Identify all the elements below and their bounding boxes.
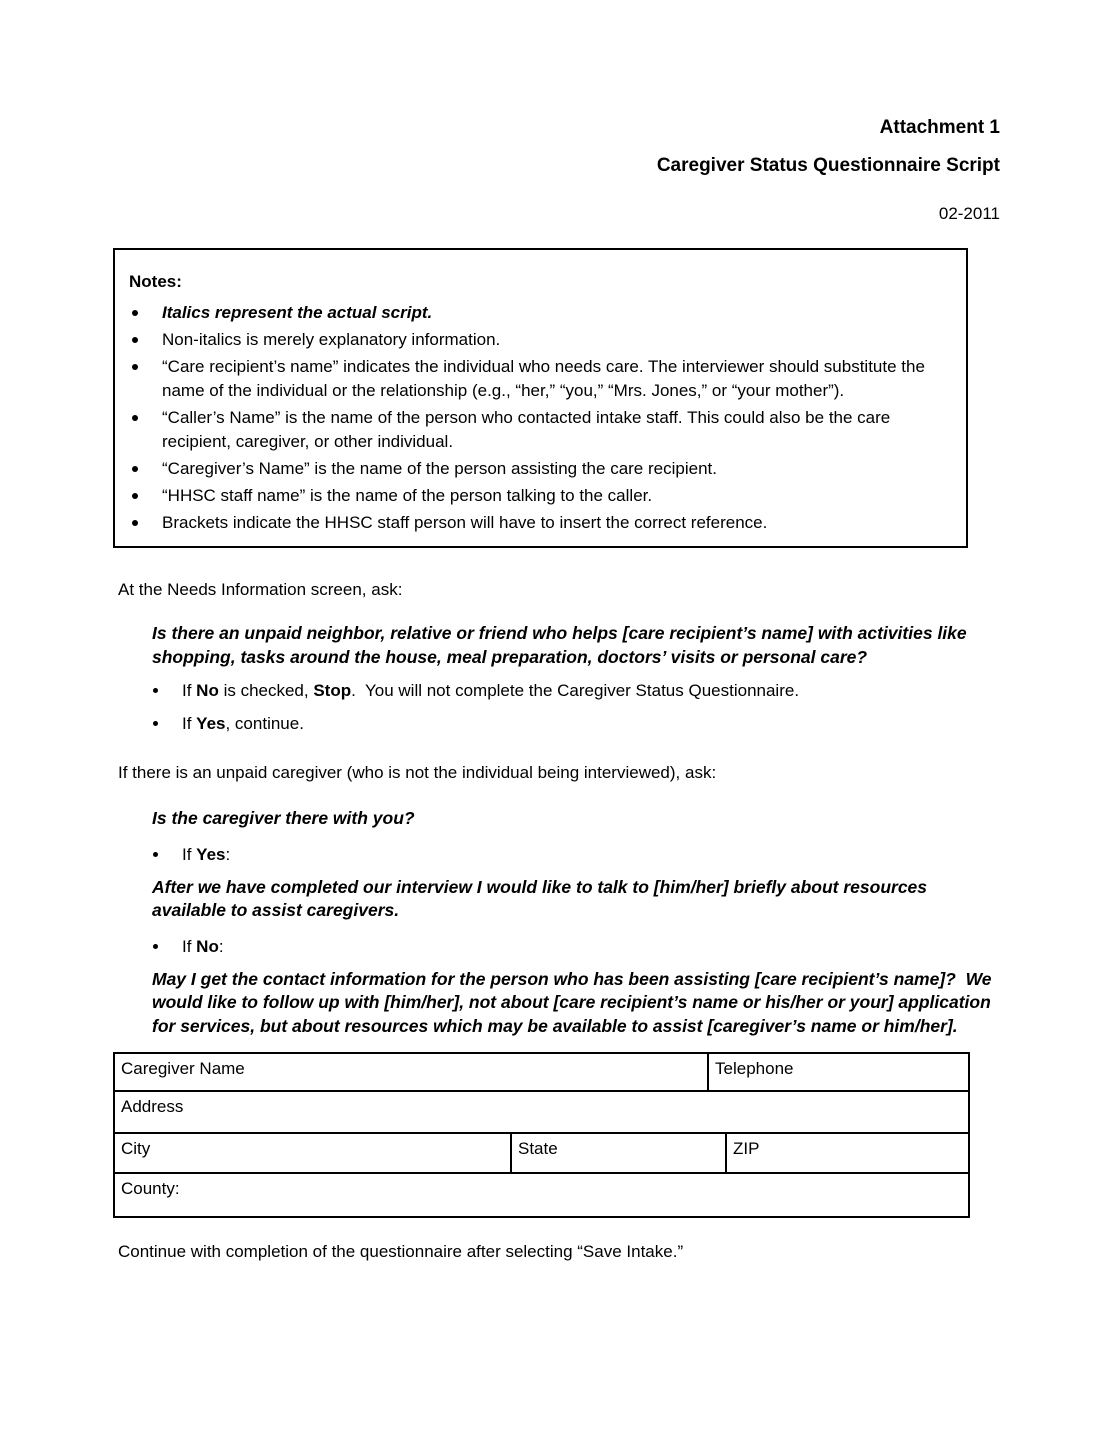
bullet-if-no-checked: If No is checked, Stop. You will not complete the Caregiver Status Questionnaire. (118, 679, 982, 702)
continue-instruction: Continue with completion of the questionnaire after selecting “Save Intake.” (118, 1242, 684, 1261)
bullet-if-no: If No: (118, 935, 982, 958)
section2-if-no-list (0, 935, 1113, 958)
notes-list (129, 301, 946, 535)
section2-intro: If there is an unpaid caregiver (who is not the individual being interviewed), ask: (118, 763, 717, 782)
document-header (0, 0, 1113, 225)
zip-cell: ZIP (726, 1133, 969, 1173)
section1-intro: At the Needs Information screen, ask: (118, 580, 403, 599)
note-item-hhsc-staff-name: “HHSC staff name” is the name of the person talking to the caller. (129, 484, 946, 508)
section2-if-yes-list (0, 843, 1113, 866)
table-row-name-telephone (114, 1053, 969, 1091)
note-item-caregiver-name: “Caregiver’s Name” is the name of the person assisting the care recipient. (129, 457, 946, 481)
note-item-italics-rule: Italics represent the actual script. (129, 301, 946, 325)
telephone-cell: Telephone (708, 1053, 969, 1091)
note-item-brackets-rule: Brackets indicate the HHSC staff person will have to insert the correct reference. (129, 511, 946, 535)
section1-bullet-list (0, 679, 1113, 735)
table-row-address (114, 1091, 969, 1133)
notes-box (113, 248, 968, 548)
notes-label: Notes: (129, 272, 182, 291)
city-cell: City (114, 1133, 511, 1173)
section2-script-if-yes: After we have completed our interview I would like to talk to [him/her] briefly about resources available to assist caregivers. (152, 876, 932, 920)
page-title: Caregiver Status Questionnaire Script (656, 155, 1000, 176)
caregiver-name-cell: Caregiver Name (114, 1053, 708, 1091)
section1-script-question: Is there an unpaid neighbor, relative or friend who helps [care recipient’s name] with activities like shopping, tasks around the house, meal preparation, doctors’ visits or personal care? (152, 623, 972, 667)
state-cell: State (511, 1133, 726, 1173)
contact-table (113, 1052, 970, 1218)
table-row-city-state-zip (114, 1133, 969, 1173)
note-item-care-recipient: “Care recipient’s name” indicates the individual who needs care. The interviewer should substitute the name of the individual or the relationship (e.g., “her,” “you,” “Mrs. Jones,” or “your mother”). (129, 355, 946, 403)
section2-script-question: Is the caregiver there with you? (152, 808, 415, 828)
bullet-if-yes: If Yes: (118, 843, 982, 866)
section2-script-if-no: May I get the contact information for the person who has been assisting [care recipient’s name]? We would like to follow up with [him/her], not about [care recipient’s name or his/her or your] application for services, but about resources which may be available to assist [caregiver’s name or him/her]. (152, 968, 997, 1036)
note-item-non-italics-rule: Non-italics is merely explanatory information. (129, 328, 946, 352)
table-row-county (114, 1173, 969, 1217)
county-cell: County: (114, 1173, 969, 1217)
bullet-if-yes-continue: If Yes, continue. (118, 712, 982, 735)
note-item-caller-name: “Caller’s Name” is the name of the person who contacted intake staff. This could also be the care recipient, caregiver, or other individual. (129, 406, 946, 454)
address-cell: Address (114, 1091, 969, 1133)
attachment-label: Attachment 1 (879, 117, 1000, 138)
date-label: 02-2011 (938, 204, 1000, 223)
